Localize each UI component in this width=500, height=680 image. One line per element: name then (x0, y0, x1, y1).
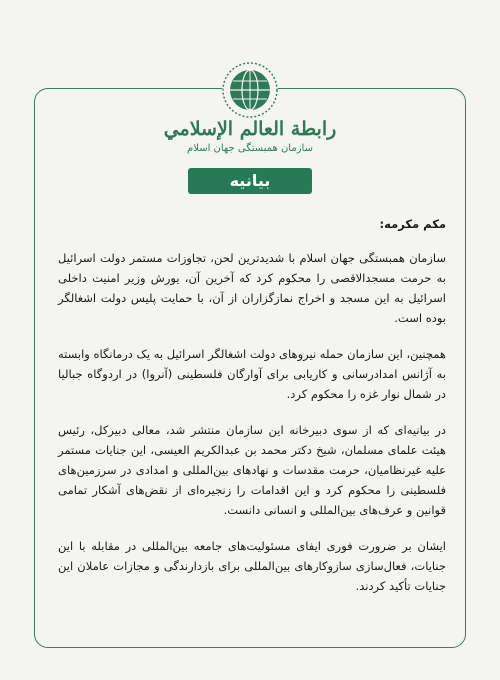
paragraph: همچنین، این سازمان حمله نیروهای دولت اشغالگر اسرائیل به یک درمانگاه وابسته به آژانس امدادرسانی و کاریابی برای آوارگان فلسطینی (آنروا) در اردوگاه جبالیا در شمال نوار غزه را محکوم کرد. (57, 347, 446, 401)
paragraph: در بیانیه‌ای که از سوی دبیرخانه این سازمان منتشر شد، معالی دبیرکل، رئیس هیئت علمای مسلمان، شیخ دکتر محمد بن عبدالکریم العیسی، این جنایات مستمر علیه غیرنظامیان، حرمت مقدسات و نهادهای بین‌المللی و امدادی در سرزمین‌های فلسطینی را محکوم کرد و این اقدامات را زنجیره‌ای از نقض‌های آشکار تمامی قوانین و عرف‌های بین‌المللی و انسانی دانست. (58, 423, 446, 517)
statement-body (58, 214, 446, 612)
organization-header (0, 118, 500, 156)
statement-banner: بیانیه (188, 168, 312, 194)
globe-emblem-icon (222, 62, 278, 118)
paragraph: ایشان بر ضرورت فوری ایفای مسئولیت‌های جامعه بین‌المللی در مقابله با این جنایات، فعال‌سازی سازوکارهای بین‌المللی برای بازدارندگی و مجازات عاملان این جنایات تأکید کردند. (58, 539, 446, 593)
org-name-persian: سازمان همبستگی جهان اسلام (187, 143, 313, 154)
salutation: مکم مکرمه: (379, 217, 446, 231)
org-name-arabic: رابطة العالم الإسلامي (163, 118, 337, 140)
paragraph: سازمان همبستگی جهان اسلام با شدیدترین لحن، تجاوزات مستمر دولت اسرائیل به حرمت مسجدالاقصی را محکوم کرد که آخرین آن، یورش وزیر امنیت داخلی اسرائیل به این مسجد و اخراج نمازگزاران از آن، با حمایت پلیس دولت اشغالگر بوده است. (58, 251, 446, 325)
